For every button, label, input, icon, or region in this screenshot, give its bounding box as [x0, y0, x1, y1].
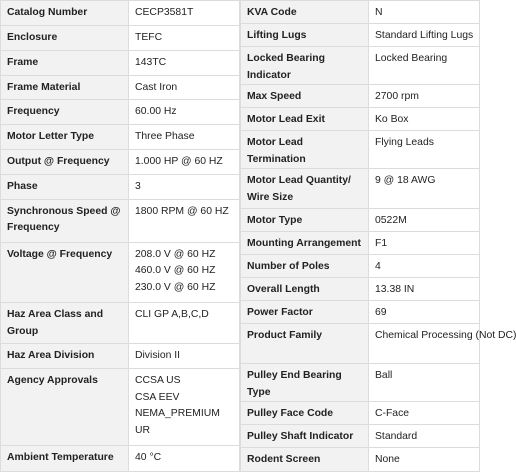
spec-label: Agency Approvals — [1, 369, 129, 446]
spec-value — [129, 174, 240, 199]
spec-row — [1, 303, 240, 344]
spec-value — [129, 344, 240, 369]
spec-label: Product Family — [241, 324, 369, 364]
spec-label: Motor Lead Quantity/ Wire Size — [241, 169, 369, 209]
spec-value-line: C-Face — [375, 408, 410, 419]
spec-value — [369, 425, 480, 448]
spec-label: Overall Length — [241, 278, 369, 301]
spec-label: Locked Bearing Indicator — [241, 47, 369, 85]
spec-value — [369, 448, 480, 472]
spec-value-line: 40 °C — [135, 452, 162, 464]
spec-value-line: Standard — [375, 431, 418, 442]
spec-value-line: Standard Lifting Lugs — [375, 30, 474, 41]
spec-value-line: 13.38 IN — [375, 284, 415, 295]
spec-row — [1, 446, 240, 472]
spec-value-line: 208.0 V @ 60 HZ — [135, 248, 216, 260]
spec-value — [369, 402, 480, 425]
spec-label: Number of Poles — [241, 255, 369, 278]
spec-value-line: 69 — [375, 307, 387, 318]
spec-value-line: CECP3581T — [135, 7, 194, 18]
spec-row — [241, 47, 480, 85]
spec-row — [241, 448, 480, 472]
spec-row — [241, 85, 480, 108]
spec-row — [1, 344, 240, 369]
spec-label: Rodent Screen — [241, 448, 369, 472]
spec-value-line: CSA EEV — [135, 391, 180, 403]
spec-value — [369, 85, 480, 108]
spec-value-line: Ball — [375, 370, 393, 381]
spec-value-line: Cast Iron — [135, 81, 178, 93]
spec-value — [369, 255, 480, 278]
spec-label: Frame Material — [1, 75, 129, 100]
spec-label: Pulley Shaft Indicator — [241, 425, 369, 448]
spec-label: Enclosure — [1, 25, 129, 50]
spec-value-line: N — [375, 7, 383, 18]
spec-value — [369, 364, 480, 402]
spec-value — [369, 278, 480, 301]
spec-row — [241, 169, 480, 209]
spec-value — [369, 1, 480, 24]
spec-label: Pulley Face Code — [241, 402, 369, 425]
spec-value-line: Three Phase — [135, 131, 195, 143]
spec-value-line: TEFC — [135, 31, 163, 43]
spec-label: Lifting Lugs — [241, 24, 369, 47]
spec-value-line: None — [375, 454, 400, 465]
spec-row — [241, 364, 480, 402]
spec-value — [129, 303, 240, 344]
spec-row — [241, 425, 480, 448]
spec-row — [241, 255, 480, 278]
spec-value — [369, 108, 480, 131]
spec-value — [369, 232, 480, 255]
spec-value — [129, 25, 240, 50]
spec-row — [1, 75, 240, 100]
spec-label: Phase — [1, 174, 129, 199]
spec-label: Synchronous Speed @ Frequency — [1, 199, 129, 242]
spec-value — [369, 301, 480, 324]
spec-row — [241, 324, 480, 364]
spec-row — [241, 1, 480, 24]
spec-row — [241, 278, 480, 301]
spec-value-line: 2700 rpm — [375, 91, 419, 102]
spec-value — [129, 446, 240, 472]
spec-row — [241, 402, 480, 425]
spec-value — [129, 1, 240, 26]
spec-label: Ambient Temperature — [1, 446, 129, 472]
spec-label: Power Factor — [241, 301, 369, 324]
spec-row — [241, 131, 480, 169]
spec-row — [1, 199, 240, 242]
spec-row — [241, 108, 480, 131]
spec-value — [129, 125, 240, 150]
spec-value — [369, 47, 480, 85]
spec-label: Mounting Arrangement — [241, 232, 369, 255]
spec-label: Motor Letter Type — [1, 125, 129, 150]
spec-value-line: 460.0 V @ 60 HZ — [135, 265, 216, 277]
spec-value-line: 9 @ 18 AWG — [375, 175, 436, 186]
spec-table-right — [240, 0, 516, 472]
spec-value-line: UR — [135, 424, 151, 436]
spec-row — [241, 24, 480, 47]
spec-value-line: 143TC — [135, 56, 167, 68]
spec-value-line: 230.0 V @ 60 HZ — [135, 281, 216, 293]
spec-value — [369, 169, 480, 209]
spec-row — [1, 100, 240, 125]
spec-value — [129, 242, 240, 302]
spec-value — [129, 369, 240, 446]
spec-row — [241, 232, 480, 255]
spec-value — [129, 50, 240, 75]
spec-value-line: Locked Bearing — [375, 53, 448, 64]
spec-row — [1, 174, 240, 199]
spec-value-line: 1800 RPM @ 60 HZ — [135, 205, 229, 217]
spec-value-line: Flying Leads — [375, 137, 434, 148]
spec-label: Motor Lead Exit — [241, 108, 369, 131]
spec-value-line: Division II — [135, 350, 181, 362]
spec-value-line: Ko Box — [375, 114, 409, 125]
spec-value-line: F1 — [375, 238, 388, 249]
spec-label: Output @ Frequency — [1, 150, 129, 175]
spec-row — [241, 209, 480, 232]
spec-row — [1, 242, 240, 302]
spec-label: Pulley End Bearing Type — [241, 364, 369, 402]
spec-value — [369, 24, 480, 47]
spec-value-line: 4 — [375, 261, 381, 272]
spec-label: Motor Type — [241, 209, 369, 232]
spec-value — [129, 75, 240, 100]
spec-value-line: CCSA US — [135, 375, 181, 387]
spec-value — [129, 199, 240, 242]
spec-table-left — [0, 0, 240, 472]
spec-value — [369, 131, 480, 169]
spec-label: Frequency — [1, 100, 129, 125]
spec-row — [241, 301, 480, 324]
spec-value-line: CLI GP A,B,C,D — [135, 309, 209, 321]
spec-row — [1, 125, 240, 150]
spec-value-line: 1.000 HP @ 60 HZ — [135, 156, 223, 168]
spec-value — [369, 324, 516, 364]
spec-row — [1, 50, 240, 75]
spec-label: Max Speed — [241, 85, 369, 108]
spec-row — [1, 1, 240, 26]
spec-label: Motor Lead Termination — [241, 131, 369, 169]
spec-row — [1, 25, 240, 50]
spec-label: Haz Area Division — [1, 344, 129, 369]
spec-value-line: NEMA_PREMIUM — [135, 408, 220, 420]
spec-label: Voltage @ Frequency — [1, 242, 129, 302]
spec-row — [1, 369, 240, 446]
spec-value-line: 0522M — [375, 215, 407, 226]
spec-value — [129, 100, 240, 125]
spec-label: Frame — [1, 50, 129, 75]
spec-label: Haz Area Class and Group — [1, 303, 129, 344]
spec-row — [1, 150, 240, 175]
spec-label: KVA Code — [241, 1, 369, 24]
spec-value-line: 3 — [135, 180, 141, 192]
spec-value — [369, 209, 480, 232]
spec-value-line: 60.00 Hz — [135, 106, 177, 118]
spec-value — [129, 150, 240, 175]
spec-value-line: Chemical Processing (Not DC) — [375, 330, 516, 341]
spec-label: Catalog Number — [1, 1, 129, 26]
